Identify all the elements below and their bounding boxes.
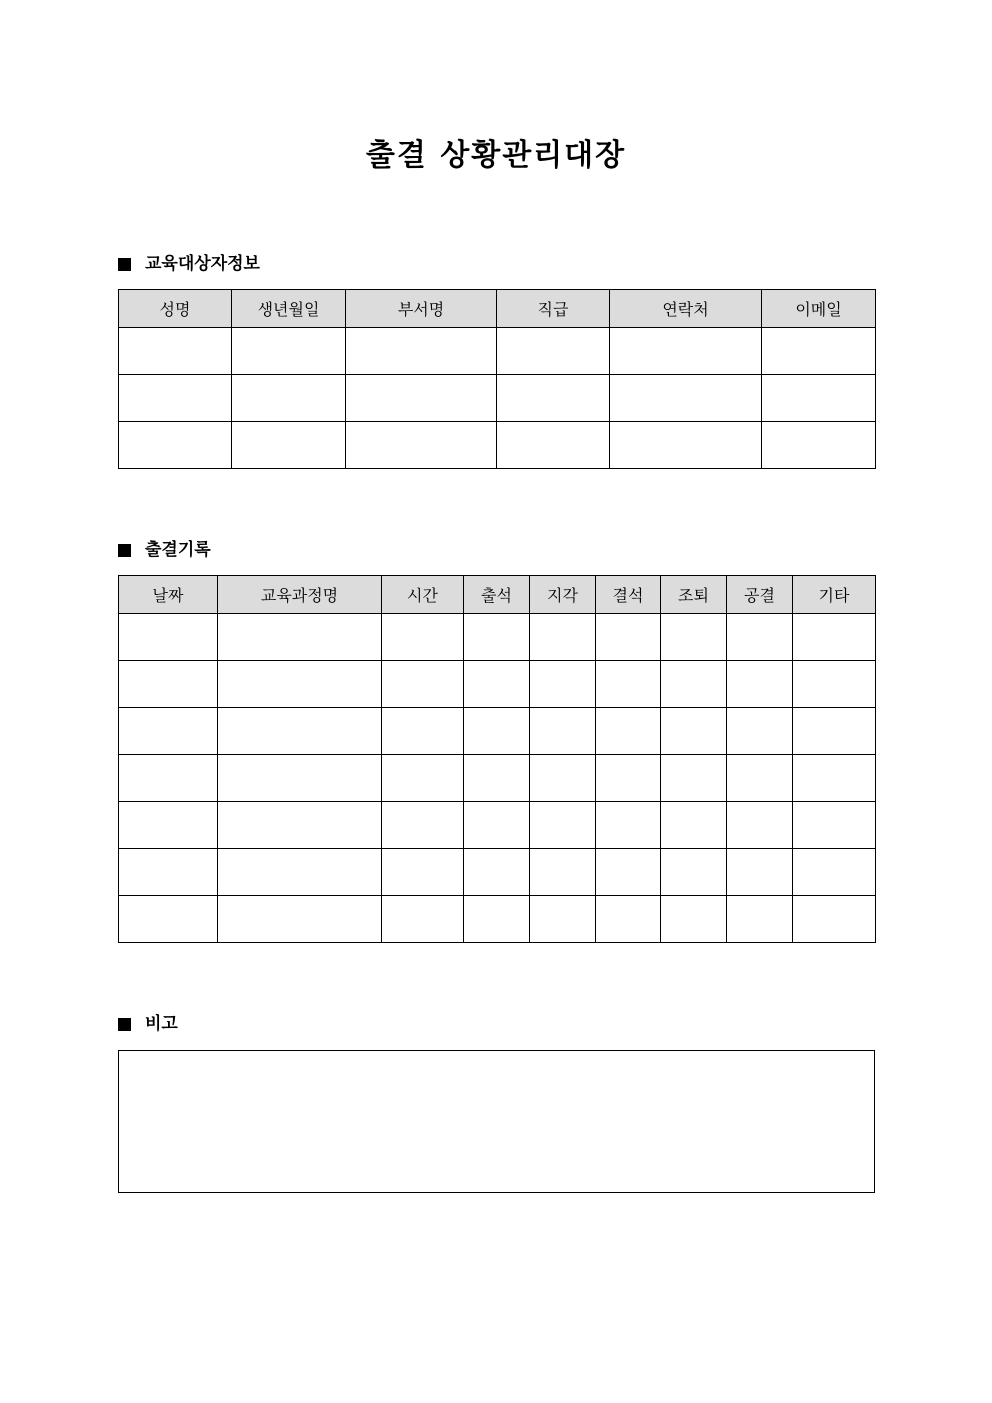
- table-cell[interactable]: [793, 896, 876, 943]
- table-cell[interactable]: [727, 708, 793, 755]
- table-cell[interactable]: [596, 802, 661, 849]
- column-header-course-name: 교육과정명: [218, 576, 382, 614]
- table-cell[interactable]: [382, 661, 464, 708]
- remarks-box[interactable]: [118, 1050, 875, 1193]
- table-row: [119, 802, 876, 849]
- column-header-email: 이메일: [762, 290, 876, 328]
- table-cell[interactable]: [793, 661, 876, 708]
- table-cell[interactable]: [596, 661, 661, 708]
- table-cell[interactable]: [119, 802, 218, 849]
- table-cell[interactable]: [346, 328, 497, 375]
- table-row: [119, 328, 876, 375]
- table-cell[interactable]: [382, 849, 464, 896]
- table-cell[interactable]: [464, 802, 530, 849]
- table-cell[interactable]: [727, 802, 793, 849]
- table-cell[interactable]: [793, 802, 876, 849]
- table-cell[interactable]: [596, 755, 661, 802]
- table-cell[interactable]: [596, 896, 661, 943]
- table-cell[interactable]: [661, 896, 727, 943]
- table-row: [119, 614, 876, 661]
- table-cell[interactable]: [596, 708, 661, 755]
- table-cell[interactable]: [464, 755, 530, 802]
- table-cell[interactable]: [661, 614, 727, 661]
- table-row: [119, 708, 876, 755]
- trainee-info-heading: [118, 252, 260, 276]
- table-cell[interactable]: [346, 422, 497, 469]
- table-cell[interactable]: [382, 755, 464, 802]
- table-cell[interactable]: [530, 755, 596, 802]
- column-header-time: 시간: [382, 576, 464, 614]
- table-cell[interactable]: [661, 849, 727, 896]
- table-cell[interactable]: [762, 375, 876, 422]
- table-cell[interactable]: [119, 422, 232, 469]
- table-cell[interactable]: [610, 375, 762, 422]
- table-cell[interactable]: [382, 614, 464, 661]
- table-cell[interactable]: [119, 661, 218, 708]
- column-header-early-leave: 조퇴: [661, 576, 727, 614]
- table-cell[interactable]: [661, 755, 727, 802]
- table-cell[interactable]: [497, 328, 610, 375]
- table-cell[interactable]: [530, 802, 596, 849]
- table-cell[interactable]: [119, 328, 232, 375]
- table-cell[interactable]: [727, 755, 793, 802]
- column-header-position: 직급: [497, 290, 610, 328]
- table-row: [119, 849, 876, 896]
- attendance-header-row: [119, 576, 876, 614]
- table-cell[interactable]: [793, 708, 876, 755]
- table-cell[interactable]: [762, 422, 876, 469]
- table-cell[interactable]: [727, 849, 793, 896]
- table-cell[interactable]: [530, 708, 596, 755]
- table-cell[interactable]: [530, 661, 596, 708]
- remarks-heading-label: 비고: [145, 1014, 178, 1034]
- table-cell[interactable]: [530, 614, 596, 661]
- column-header-other: 기타: [793, 576, 876, 614]
- table-cell[interactable]: [661, 708, 727, 755]
- attendance-table: [118, 575, 876, 943]
- table-cell[interactable]: [382, 708, 464, 755]
- table-cell[interactable]: [661, 661, 727, 708]
- table-cell[interactable]: [497, 375, 610, 422]
- table-cell[interactable]: [610, 328, 762, 375]
- table-row: [119, 661, 876, 708]
- table-cell[interactable]: [232, 328, 346, 375]
- trainee-info-heading-label: 교육대상자정보: [145, 254, 260, 274]
- table-cell[interactable]: [218, 802, 382, 849]
- table-cell[interactable]: [119, 614, 218, 661]
- attendance-heading: [118, 538, 211, 562]
- column-header-department: 부서명: [346, 290, 497, 328]
- column-header-absent: 결석: [596, 576, 661, 614]
- table-cell[interactable]: [596, 849, 661, 896]
- table-cell[interactable]: [232, 375, 346, 422]
- table-cell[interactable]: [727, 896, 793, 943]
- table-cell[interactable]: [119, 896, 218, 943]
- table-row: [119, 896, 876, 943]
- table-cell[interactable]: [218, 614, 382, 661]
- table-cell[interactable]: [727, 614, 793, 661]
- table-cell[interactable]: [464, 896, 530, 943]
- table-cell[interactable]: [218, 896, 382, 943]
- column-header-excused: 공결: [727, 576, 793, 614]
- column-header-date: 날짜: [119, 576, 218, 614]
- table-cell[interactable]: [464, 661, 530, 708]
- square-bullet-icon: [118, 258, 131, 271]
- column-header-present: 출석: [464, 576, 530, 614]
- table-cell[interactable]: [596, 614, 661, 661]
- table-cell[interactable]: [218, 849, 382, 896]
- table-cell[interactable]: [382, 896, 464, 943]
- table-cell[interactable]: [610, 422, 762, 469]
- trainee-info-table: [118, 289, 876, 469]
- page-title: 출결 상황관리대장: [365, 138, 627, 173]
- table-cell[interactable]: [793, 755, 876, 802]
- square-bullet-icon: [118, 1018, 131, 1031]
- column-header-birthdate: 생년월일: [232, 290, 346, 328]
- table-row: [119, 755, 876, 802]
- attendance-heading-label: 출결기록: [145, 540, 211, 560]
- table-row: [119, 375, 876, 422]
- table-cell[interactable]: [464, 849, 530, 896]
- table-cell[interactable]: [119, 708, 218, 755]
- table-cell[interactable]: [119, 375, 232, 422]
- trainee-info-header-row: [119, 290, 876, 328]
- square-bullet-icon: [118, 544, 131, 557]
- table-cell[interactable]: [218, 661, 382, 708]
- column-header-late: 지각: [530, 576, 596, 614]
- column-header-contact: 연락처: [610, 290, 762, 328]
- table-cell[interactable]: [661, 802, 727, 849]
- column-header-name: 성명: [119, 290, 232, 328]
- table-cell[interactable]: [727, 661, 793, 708]
- table-cell[interactable]: [119, 755, 218, 802]
- table-cell[interactable]: [762, 328, 876, 375]
- table-cell[interactable]: [382, 802, 464, 849]
- table-cell[interactable]: [346, 375, 497, 422]
- table-cell[interactable]: [464, 614, 530, 661]
- table-cell[interactable]: [119, 849, 218, 896]
- table-cell[interactable]: [232, 422, 346, 469]
- table-row: [119, 422, 876, 469]
- table-cell[interactable]: [793, 849, 876, 896]
- table-cell[interactable]: [218, 755, 382, 802]
- remarks-heading: [118, 1012, 178, 1036]
- table-cell[interactable]: [793, 614, 876, 661]
- table-cell[interactable]: [497, 422, 610, 469]
- table-cell[interactable]: [218, 708, 382, 755]
- table-cell[interactable]: [464, 708, 530, 755]
- table-cell[interactable]: [530, 896, 596, 943]
- table-cell[interactable]: [530, 849, 596, 896]
